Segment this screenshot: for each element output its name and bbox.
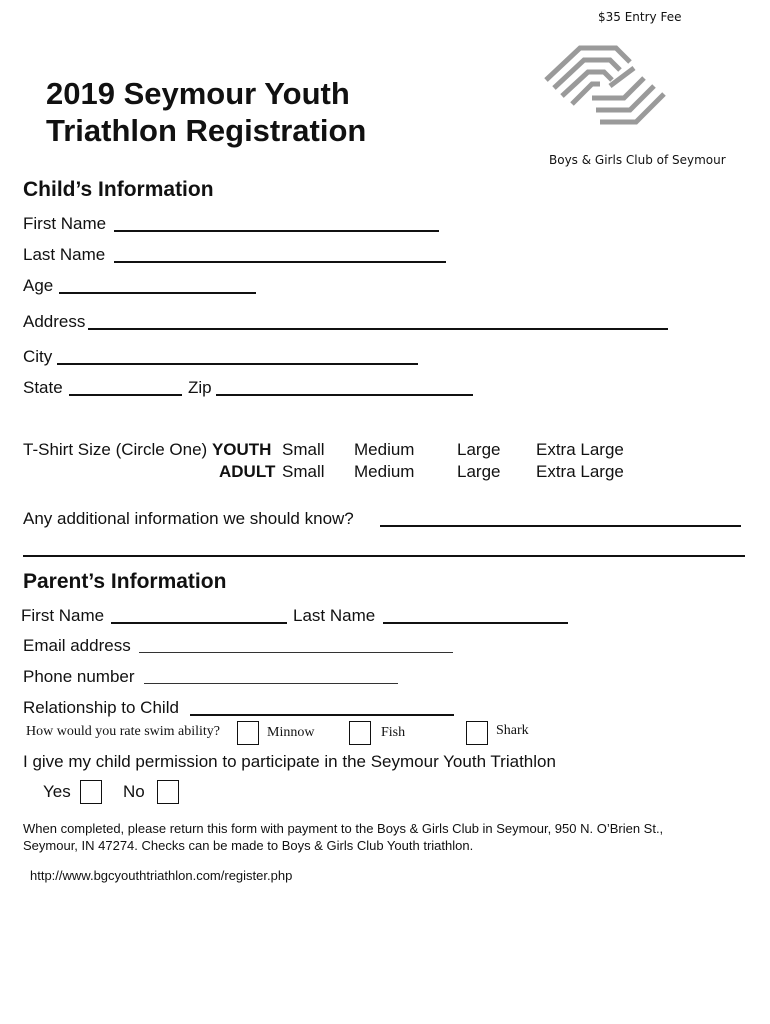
child-city-field[interactable] [57, 363, 418, 365]
instructions-line1: When completed, please return this form with payment to the Boys & Girls Club in Seymour, 950 N. O’Brien St., [23, 821, 664, 836]
child-address-label: Address [23, 312, 86, 331]
child-zip-label: Zip [188, 378, 212, 397]
additional-info-label: Any additional information we should know? [23, 509, 354, 528]
swim-shark-checkbox[interactable] [466, 721, 488, 745]
child-zip-field[interactable] [216, 394, 473, 396]
parent-info-heading: Parent’s Information [23, 570, 227, 593]
parent-first-name-label: First Name [21, 606, 105, 625]
swim-shark-label: Shark [496, 723, 529, 738]
tshirt-youth-label: YOUTH [211, 440, 272, 459]
swim-fish-label: Fish [381, 725, 406, 740]
org-name: Boys & Girls Club of Seymour [549, 153, 726, 167]
tshirt-prompt [23, 440, 271, 460]
parent-relationship-label: Relationship to Child [23, 698, 179, 717]
parent-last-name-label: Last Name [293, 606, 376, 625]
parent-relationship-field[interactable] [190, 714, 454, 716]
swim-fish-checkbox[interactable] [349, 721, 371, 745]
child-age-field[interactable] [59, 292, 256, 294]
child-state-field[interactable] [69, 394, 182, 396]
swim-ability-prompt: How would you rate swim ability? [26, 724, 221, 739]
parent-phone-field[interactable] [144, 683, 398, 684]
tshirt-adult-label: ADULT [219, 462, 276, 481]
additional-info-field-line1[interactable] [380, 525, 741, 527]
adult-size-medium[interactable]: Medium [354, 462, 415, 481]
tshirt-prompt-text: T-Shirt Size (Circle One) [23, 440, 208, 459]
permission-no-checkbox[interactable] [157, 780, 179, 804]
parent-phone-label: Phone number [23, 667, 135, 686]
child-address-field[interactable] [88, 328, 668, 330]
youth-size-small[interactable]: Small [282, 440, 325, 459]
page-title-line1: 2019 Seymour Youth [46, 76, 350, 111]
youth-size-medium[interactable]: Medium [354, 440, 415, 459]
youth-size-large[interactable]: Large [457, 440, 501, 459]
registration-url[interactable]: http://www.bgcyouthtriathlon.com/register.php [30, 868, 293, 883]
permission-no-label: No [123, 782, 145, 801]
page-title-line2: Triathlon Registration [46, 113, 367, 148]
adult-size-large[interactable]: Large [457, 462, 501, 481]
swim-minnow-checkbox[interactable] [237, 721, 259, 745]
adult-size-extra-large[interactable]: Extra Large [536, 462, 624, 481]
permission-statement: I give my child permission to participate in the Seymour Youth Triathlon [23, 752, 556, 771]
additional-info-field-line2[interactable] [23, 555, 745, 557]
youth-size-extra-large[interactable]: Extra Large [536, 440, 624, 459]
child-last-name-label: Last Name [23, 245, 106, 264]
swim-minnow-label: Minnow [267, 725, 315, 740]
child-info-heading: Child’s Information [23, 178, 214, 201]
parent-email-label: Email address [23, 636, 131, 655]
child-state-label: State [23, 378, 63, 397]
child-first-name-label: First Name [23, 214, 107, 233]
instructions-line2: Seymour, IN 47274. Checks can be made to Boys & Girls Club Youth triathlon. [23, 838, 474, 853]
permission-yes-label: Yes [43, 782, 71, 801]
child-age-label: Age [23, 276, 54, 295]
adult-size-small[interactable]: Small [282, 462, 325, 481]
parent-last-name-field[interactable] [383, 622, 568, 624]
child-first-name-field[interactable] [114, 230, 439, 232]
parent-email-field[interactable] [139, 652, 453, 653]
child-city-label: City [23, 347, 53, 366]
permission-yes-checkbox[interactable] [80, 780, 102, 804]
parent-first-name-field[interactable] [111, 622, 287, 624]
club-logo-icon [540, 42, 668, 128]
entry-fee: $35 Entry Fee [598, 10, 682, 24]
child-last-name-field[interactable] [114, 261, 446, 263]
